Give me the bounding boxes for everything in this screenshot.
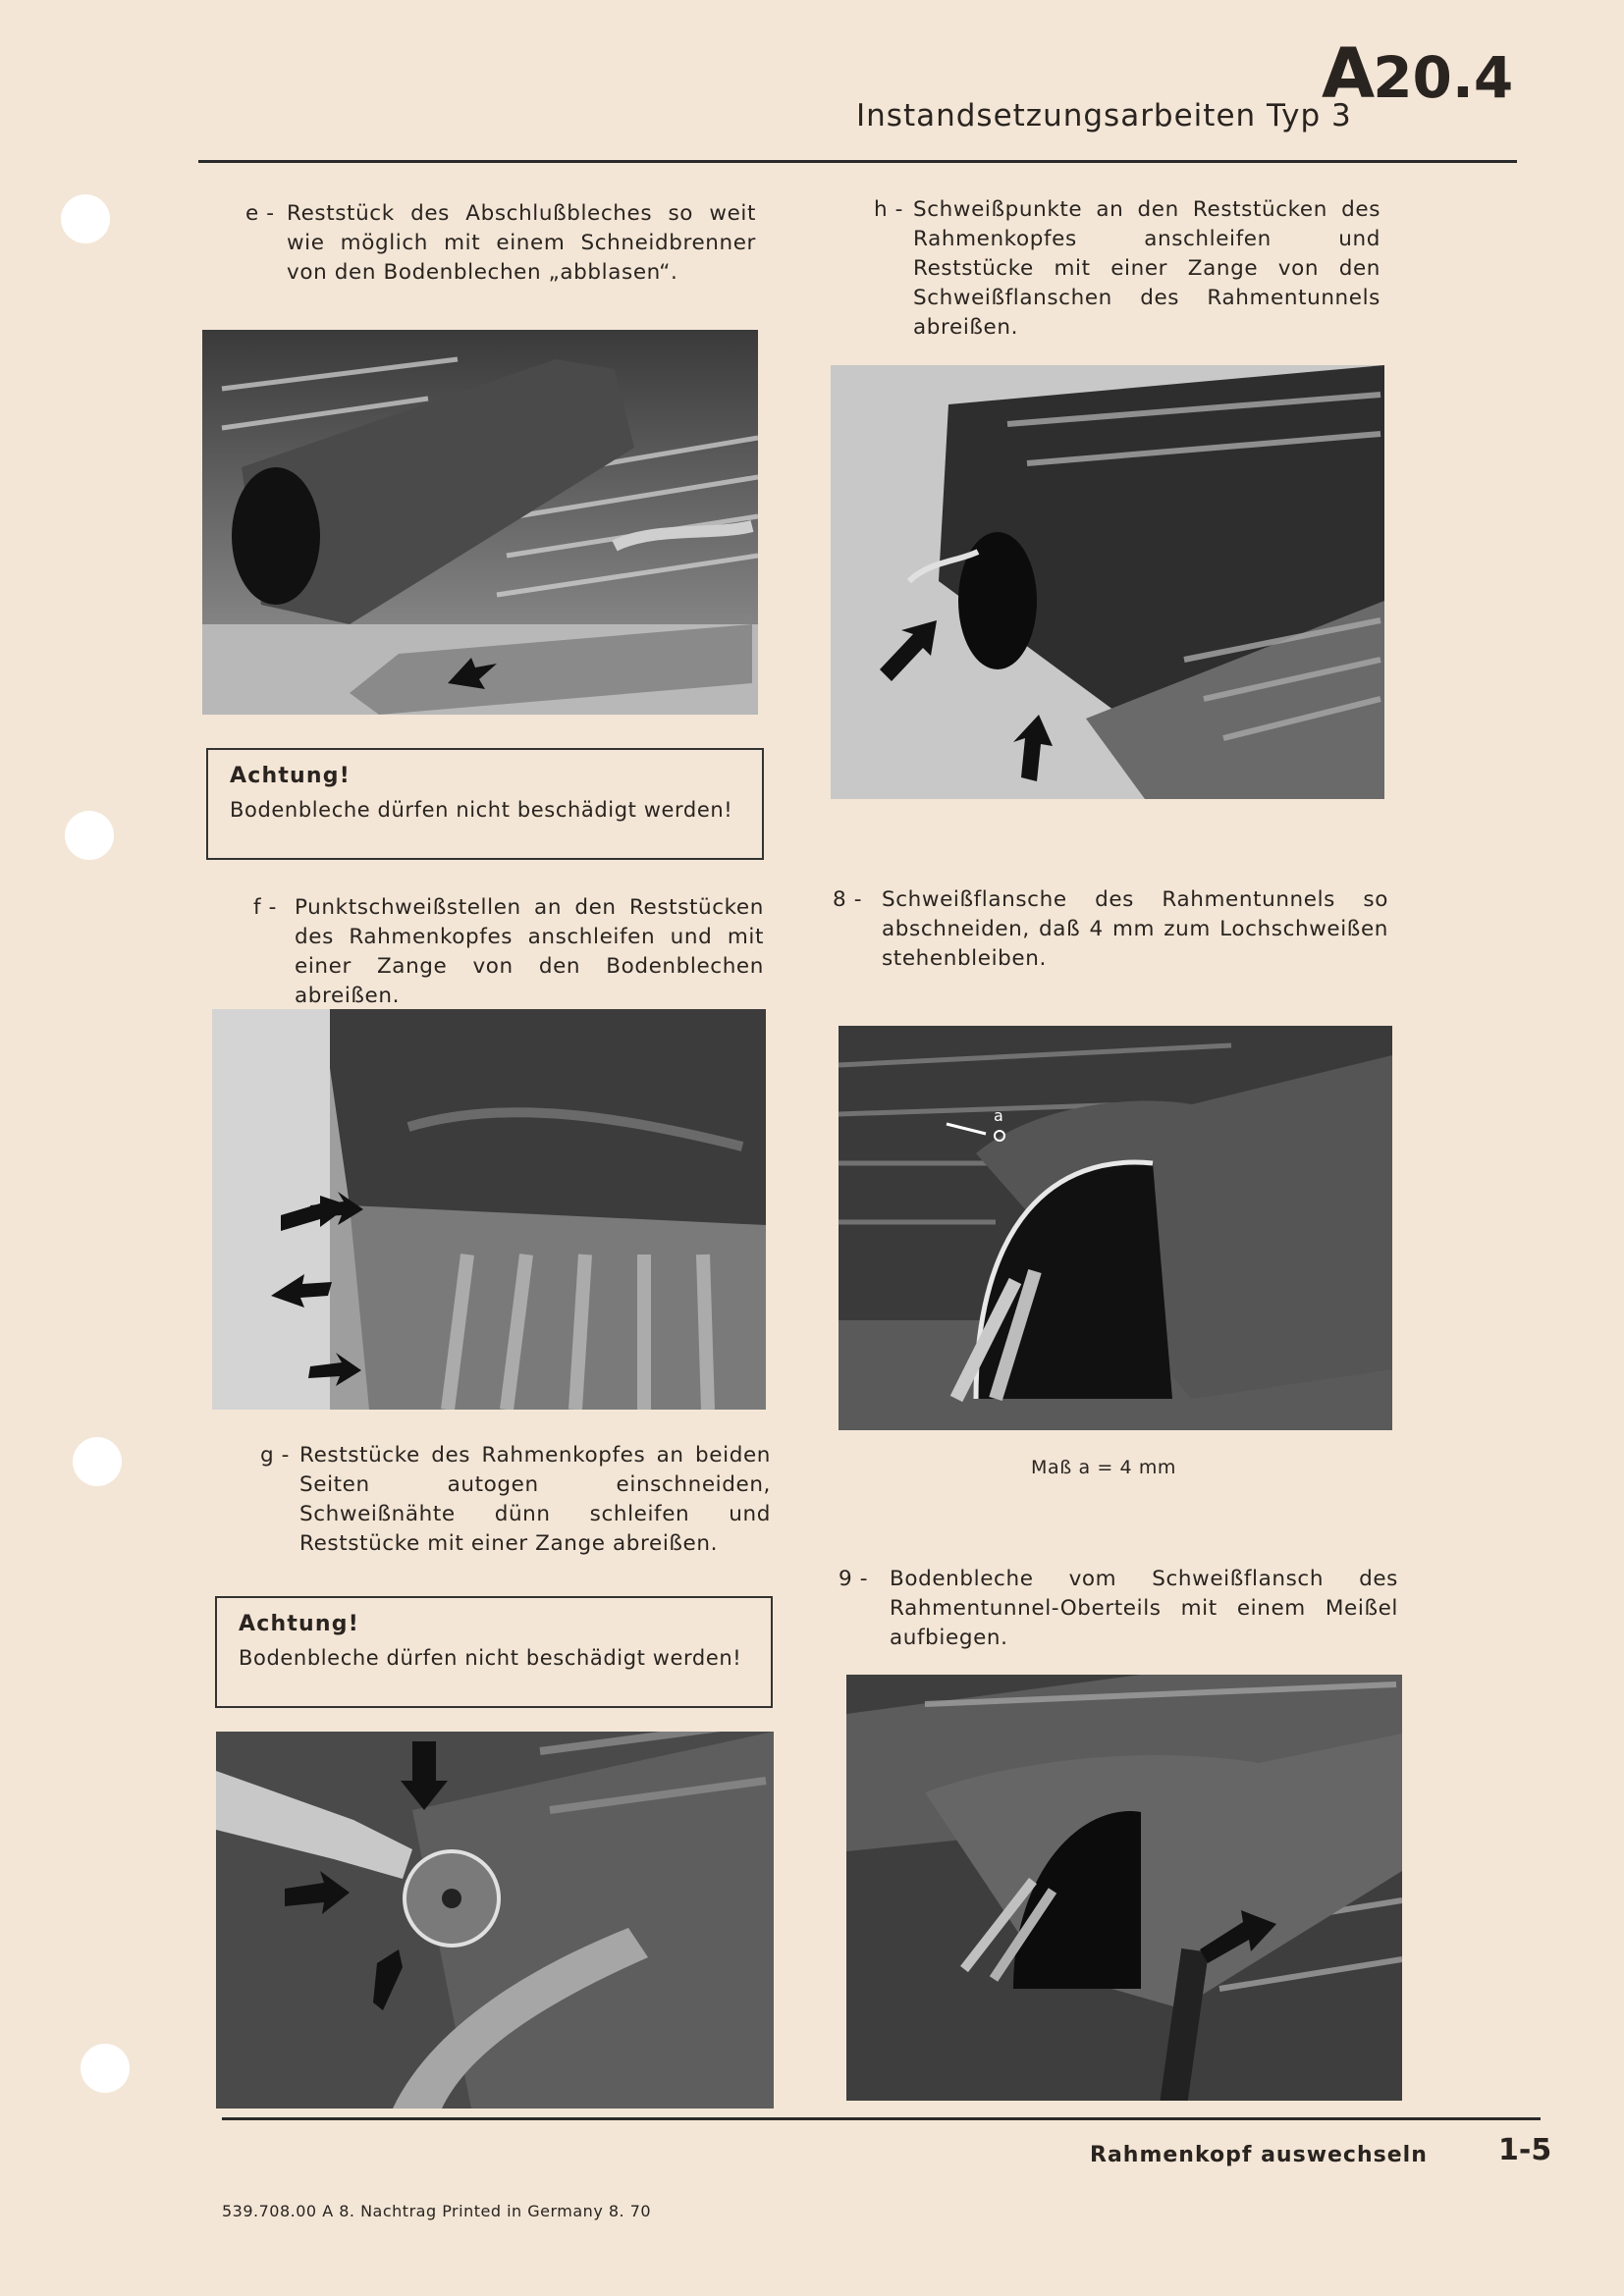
binder-hole bbox=[81, 2044, 130, 2093]
caution-text: Bodenbleche dürfen nicht beschädigt werden! bbox=[230, 798, 733, 822]
measure-label: a bbox=[994, 1106, 1004, 1125]
photo-tunnel-flange bbox=[831, 365, 1384, 799]
page-number: 1-5 bbox=[1498, 2133, 1552, 2167]
imprint: 539.708.00 A 8. Nachtrag Printed in Germany 8. 70 bbox=[222, 2202, 652, 2220]
footer-rule bbox=[222, 2117, 1541, 2120]
instruction-step-8 bbox=[833, 885, 1388, 974]
item-label: e - bbox=[245, 201, 275, 226]
item-label: h - bbox=[874, 197, 904, 222]
item-text: Punktschweißstellen an den Reststücken des Rahmenkopfes anschleifen und mit einer Zange von den Bodenblechen abreißen. bbox=[295, 895, 764, 1008]
item-label: g - bbox=[260, 1443, 291, 1468]
section-letter: A bbox=[1322, 33, 1374, 114]
section-code: 20.4 bbox=[1373, 44, 1514, 111]
caution-box bbox=[215, 1596, 773, 1708]
item-text: Reststücke des Rahmenkopfes an beiden Seiten autogen einschneiden, Schweißnähte dünn schleifen und Reststücke mit einer Zange abreißen. bbox=[299, 1443, 771, 1556]
photo-flange-measure bbox=[839, 1026, 1392, 1430]
instruction-f bbox=[253, 893, 764, 1011]
figure-caption: Maß a = 4 mm bbox=[1031, 1457, 1177, 1478]
caution-text: Bodenbleche dürfen nicht beschädigt werden! bbox=[239, 1646, 742, 1670]
binder-hole bbox=[61, 194, 110, 243]
item-text: Bodenbleche vom Schweißflansch des Rahmentunnel-Oberteils mit einem Meißel aufbiegen. bbox=[890, 1567, 1398, 1650]
item-label: f - bbox=[253, 895, 277, 920]
binder-hole bbox=[65, 811, 114, 860]
item-label: 8 - bbox=[833, 887, 863, 912]
photo-tunnel-cut bbox=[202, 330, 758, 715]
caution-title: Achtung! bbox=[239, 1612, 359, 1636]
caution-title: Achtung! bbox=[230, 764, 351, 788]
item-label: 9 - bbox=[839, 1567, 869, 1591]
footer-title: Rahmenkopf auswechseln bbox=[1090, 2143, 1428, 2167]
instruction-e bbox=[245, 199, 756, 288]
caution-box bbox=[206, 748, 764, 860]
item-text: Reststück des Abschlußbleches so weit wie möglich mit einem Schneidbrenner von den Bodenblechen „abblasen“. bbox=[287, 201, 756, 285]
item-text: Schweißpunkte an den Reststücken des Rahmenkopfes anschleifen und Reststücke mit einer Zange von den Schweißflanschen des Rahmentunnels abreißen. bbox=[913, 197, 1380, 340]
photo-spot-welds bbox=[212, 1009, 766, 1410]
photo-chisel bbox=[846, 1675, 1402, 2101]
item-text: Schweißflansche des Rahmentunnels so abschneiden, daß 4 mm zum Lochschweißen stehenbleiben. bbox=[882, 887, 1388, 971]
binder-hole bbox=[73, 1437, 122, 1486]
photo-grinder bbox=[216, 1732, 774, 2109]
header-rule bbox=[198, 160, 1517, 163]
instruction-step-9 bbox=[839, 1565, 1398, 1653]
instruction-g bbox=[260, 1441, 771, 1559]
section-number bbox=[1322, 33, 1514, 114]
header-title: Instandsetzungsarbeiten Typ 3 bbox=[856, 98, 1352, 133]
instruction-h bbox=[874, 195, 1380, 343]
page-header bbox=[856, 98, 1352, 133]
